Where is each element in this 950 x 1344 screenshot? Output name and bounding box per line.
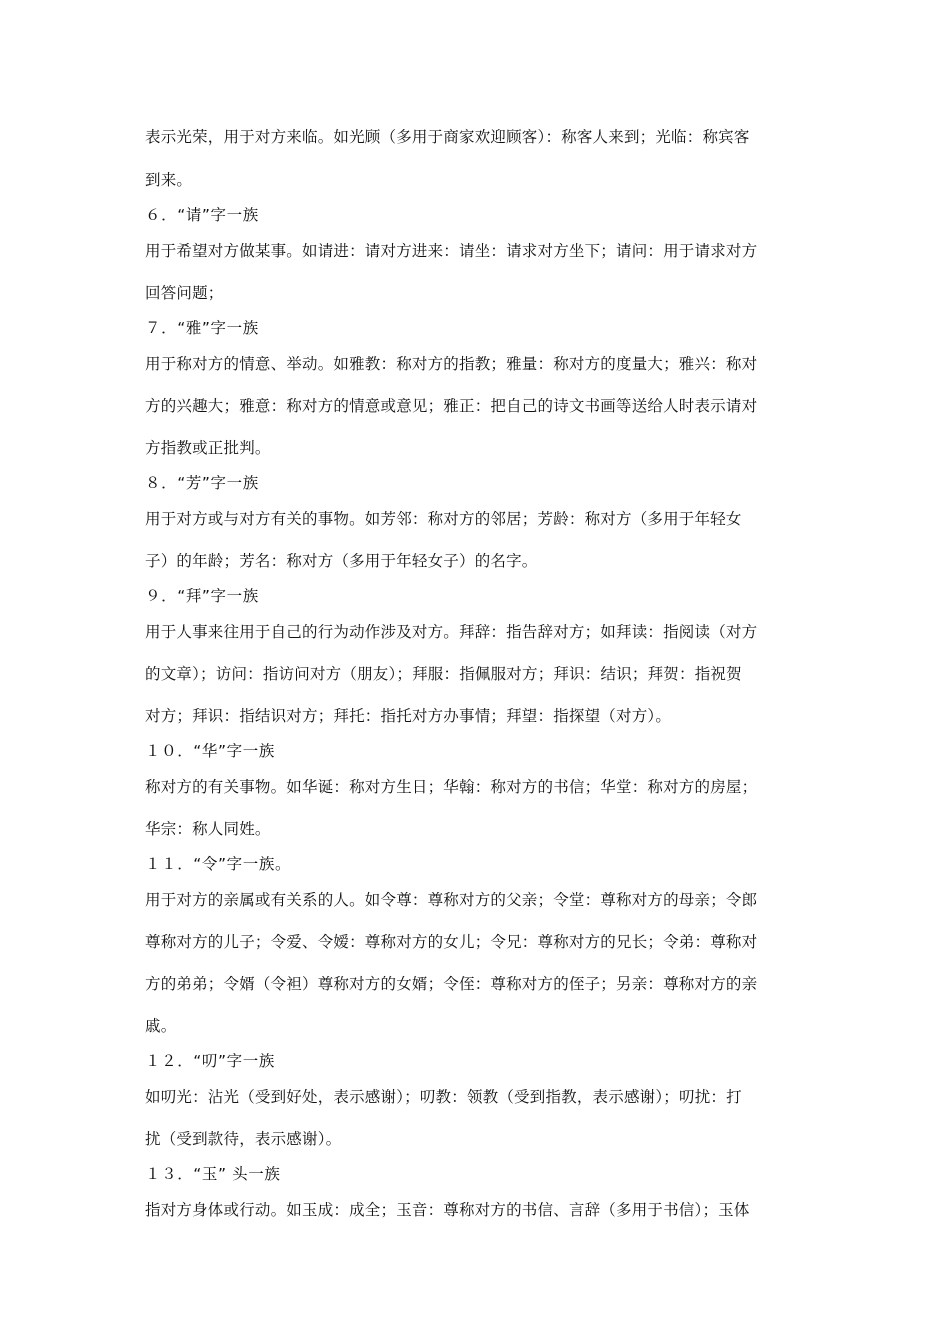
- section-heading: １０．“华”字一族: [145, 742, 275, 760]
- paragraph-line: 方的兴趣大；雅意：称对方的情意或意见；雅正：把自己的诗文书画等送给人时表示请对: [145, 397, 758, 415]
- paragraph-line: 的文章）；访问：指访问对方（朋友）；拜服：指佩服对方；拜识：结识；拜贺：指祝贺: [145, 665, 742, 683]
- section-heading: １３．“玉” 头一族: [145, 1165, 281, 1183]
- paragraph-line: 扰（受到款待，表示感谢）。: [145, 1130, 342, 1148]
- paragraph-line: 尊称对方的儿子；令爱、令嫒：尊称对方的女儿；令兄：尊称对方的兄长；令弟：尊称对: [145, 933, 758, 951]
- section-heading: ６．“请”字一族: [145, 206, 259, 224]
- paragraph-line: 子）的年龄；芳名：称对方（多用于年轻女子）的名字。: [145, 552, 538, 570]
- paragraph-line: 表示光荣，用于对方来临。如光顾（多用于商家欢迎顾客）：称客人来到；光临：称宾客: [145, 128, 750, 146]
- paragraph-line: 称对方的有关事物。如华诞：称对方生日；华翰：称对方的书信；华堂：称对方的房屋；: [145, 778, 758, 796]
- paragraph-line: 回答问题；: [145, 284, 224, 302]
- paragraph-line: 用于人事来往用于自己的行为动作涉及对方。拜辞：指告辞对方；如拜读：指阅读（对方: [145, 623, 758, 641]
- paragraph-line: 戚。: [145, 1017, 177, 1035]
- section-heading: １２．“叨”字一族: [145, 1052, 275, 1070]
- section-heading: ９．“拜”字一族: [145, 587, 259, 605]
- section-heading: ７．“雅”字一族: [145, 319, 259, 337]
- paragraph-line: 用于对方或与对方有关的事物。如芳邻：称对方的邻居；芳龄：称对方（多用于年轻女: [145, 510, 742, 528]
- section-heading: １１．“令”字一族。: [145, 855, 292, 873]
- paragraph-line: 华宗：称人同姓。: [145, 820, 271, 838]
- paragraph-line: 方指教或正批判。: [145, 439, 271, 457]
- paragraph-line: 到来。: [145, 171, 193, 189]
- paragraph-line: 对方；拜识：指结识对方；拜托：指托对方办事情；拜望：指探望（对方）。: [145, 707, 672, 725]
- paragraph-line: 如叨光：沾光（受到好处，表示感谢）；叨教：领教（受到指教，表示感谢）；叨扰：打: [145, 1088, 742, 1106]
- paragraph-line: 方的弟弟；令婿（令袒）尊称对方的女婿；令侄：尊称对方的侄子；另亲：尊称对方的亲: [145, 975, 758, 993]
- paragraph-line: 用于称对方的情意、举动。如雅教：称对方的指教；雅量：称对方的度量大；雅兴：称对: [145, 355, 758, 373]
- section-heading: ８．“芳”字一族: [145, 474, 259, 492]
- paragraph-line: 指对方身体或行动。如玉成：成全；玉音：尊称对方的书信、言辞（多用于书信）；玉体: [145, 1201, 750, 1219]
- paragraph-line: 用于希望对方做某事。如请进：请对方进来：请坐：请求对方坐下；请问：用于请求对方: [145, 242, 758, 260]
- paragraph-line: 用于对方的亲属或有关系的人。如令尊：尊称对方的父亲；令堂：尊称对方的母亲；令郎: [145, 891, 758, 909]
